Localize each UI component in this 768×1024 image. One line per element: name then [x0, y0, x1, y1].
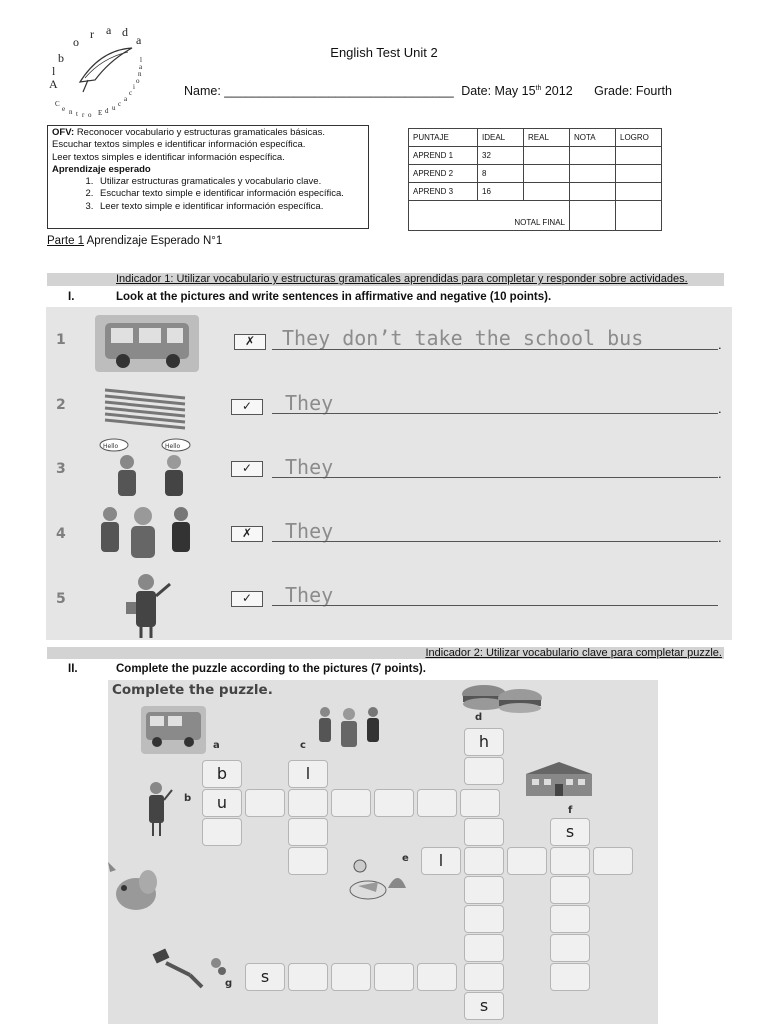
speech-bubble-text: Hello: [165, 443, 181, 450]
name-field[interactable]: Name: _________________________________: [184, 84, 454, 98]
period: .: [718, 401, 722, 416]
puzzle-cell[interactable]: [245, 789, 285, 817]
puzzle-cell[interactable]: [288, 789, 328, 817]
table-header: PUNTAJE: [409, 129, 478, 147]
section-instruction: Look at the pictures and write sentences in affirmative and negative (10 points).: [116, 291, 552, 303]
table-cell[interactable]: [524, 165, 570, 183]
clue-letter-d: d: [475, 712, 483, 723]
table-cell[interactable]: [570, 147, 616, 165]
puzzle-cell[interactable]: [464, 963, 504, 991]
puzzle-cell[interactable]: h: [464, 728, 504, 756]
table-row: [409, 201, 662, 231]
puzzle-cell[interactable]: [593, 847, 633, 875]
section-number: II.: [68, 663, 78, 675]
cross-checkbox[interactable]: ✗: [234, 334, 266, 350]
aprendizaje-list: [52, 176, 364, 213]
svg-text:Alb ora da: Alb or a da: [49, 23, 142, 91]
clue-letter-b: b: [184, 793, 192, 804]
speech-bubble-text: Hello: [103, 443, 119, 450]
item-number: 1: [56, 332, 66, 348]
table-row: [409, 183, 662, 201]
score-table: [408, 128, 662, 231]
puzzle-cell[interactable]: [550, 876, 590, 904]
table-cell[interactable]: [570, 201, 616, 231]
grade-label: Grade: Fourth: [594, 84, 672, 98]
table-header-row: [409, 129, 662, 147]
table-cell: 16: [478, 183, 524, 201]
answer-line[interactable]: [272, 605, 718, 606]
puzzle-cell[interactable]: [460, 789, 500, 817]
puzzle-cell[interactable]: [464, 847, 504, 875]
svg-text:Cen tro Edu: Ce n t r o E d u cac ion al: [55, 56, 143, 119]
clue-letter-e: e: [402, 853, 409, 864]
table-cell: 32: [478, 147, 524, 165]
clue-letter-g: g: [225, 978, 233, 989]
list-item: 3. Leer texto simple e identificar información específica.: [96, 201, 364, 213]
puzzle-cell[interactable]: s: [550, 818, 590, 846]
puzzle-cell[interactable]: [417, 789, 457, 817]
puzzle-cell[interactable]: [288, 818, 328, 846]
ofv-text: Reconocer vocabulario y estructuras gramaticales básicas.: [76, 127, 325, 138]
puzzle-cell[interactable]: l: [421, 847, 461, 875]
bus-picture: [141, 706, 206, 754]
ofv-title: OFV:: [52, 127, 75, 138]
table-cell[interactable]: [524, 147, 570, 165]
tick-checkbox[interactable]: ✓: [231, 591, 263, 607]
section-instruction: Complete the puzzle according to the pictures (7 points).: [116, 663, 426, 675]
puzzle-cell[interactable]: [374, 963, 414, 991]
table-header: REAL: [524, 129, 570, 147]
puzzle-cell[interactable]: [464, 818, 504, 846]
puzzle-cell[interactable]: [331, 963, 371, 991]
puzzle-cell[interactable]: [202, 818, 242, 846]
school-logo: [40, 20, 165, 125]
puzzle-cell[interactable]: [374, 789, 414, 817]
puzzle-cell[interactable]: [331, 789, 371, 817]
list-item: 2. Escuchar texto simple e identificar información específica.: [96, 188, 364, 200]
table-cell[interactable]: [616, 183, 662, 201]
puzzle-cell[interactable]: [464, 934, 504, 962]
period: .: [718, 466, 722, 481]
bus-picture: [95, 315, 199, 372]
student-info-row: [184, 84, 676, 98]
answer-text: They: [285, 391, 334, 415]
hamburger-picture: [460, 682, 546, 714]
puzzle-cell[interactable]: [464, 905, 504, 933]
answer-line[interactable]: [272, 477, 718, 478]
answer-text: They: [285, 519, 334, 543]
indicator-text: Indicador 1: Utilizar vocabulario y estructuras gramaticales aprendidas para completar y responder sobre actividades.: [116, 273, 688, 285]
table-row: [409, 165, 662, 183]
item-number: 2: [56, 397, 66, 413]
table-header: LOGRO: [616, 129, 662, 147]
greeting-picture: [92, 438, 212, 500]
puzzle-cell[interactable]: [550, 934, 590, 962]
ofv-line: Leer textos simples e identificar información específica.: [52, 151, 285, 163]
puzzle-title: Complete the puzzle.: [112, 682, 273, 698]
puzzle-cell[interactable]: [464, 876, 504, 904]
puzzle-cell[interactable]: [507, 847, 547, 875]
date-label: Date: May 15th 2012: [461, 84, 573, 98]
table-cell: APREND 3: [409, 183, 478, 201]
puzzle-cell[interactable]: l: [288, 760, 328, 788]
table-header: IDEAL: [478, 129, 524, 147]
section-number: I.: [68, 291, 75, 303]
test-title: English Test Unit 2: [330, 45, 438, 60]
part-heading: Parte 1 Aprendizaje Esperado N°1: [47, 235, 223, 247]
list-item: 1. Utilizar estructuras gramaticales y vocabulario clave.: [96, 176, 364, 188]
indicator-text: Indicador 2: Utilizar vocabulario clave para completar puzzle.: [425, 647, 722, 659]
woman-picture: [120, 572, 180, 640]
animal-picture: [108, 860, 160, 922]
puzzle-cell[interactable]: s: [464, 992, 504, 1020]
answer-text: They: [285, 583, 334, 607]
table-row: [409, 147, 662, 165]
puzzle-cell[interactable]: [288, 847, 328, 875]
clue-letter-f: f: [568, 805, 573, 816]
clue-letter-a: a: [213, 740, 220, 751]
puzzle-cell[interactable]: [288, 963, 328, 991]
aprendizaje-heading: Aprendizaje esperado: [52, 163, 151, 175]
answer-line[interactable]: [272, 541, 718, 542]
puzzle-cell[interactable]: [550, 963, 590, 991]
table-cell: APREND 2: [409, 165, 478, 183]
puzzle-cell[interactable]: s: [245, 963, 285, 991]
pencils-picture: [100, 380, 192, 432]
table-cell[interactable]: [570, 165, 616, 183]
children-picture: [95, 502, 205, 566]
indicator-bar: [47, 273, 724, 286]
tick-checkbox[interactable]: ✓: [231, 461, 263, 477]
table-cell[interactable]: [616, 201, 662, 231]
puzzle-cell[interactable]: u: [202, 789, 242, 817]
ofv-line: Escuchar textos simples e identificar información específica.: [52, 139, 306, 151]
table-cell[interactable]: [524, 183, 570, 201]
table-cell: 8: [478, 165, 524, 183]
children-picture: [313, 702, 388, 758]
puzzle-cell[interactable]: [550, 847, 590, 875]
indicator-bar: [47, 647, 724, 659]
puzzle-cell[interactable]: [417, 963, 457, 991]
answer-line[interactable]: [272, 413, 718, 414]
table-header: NOTA: [570, 129, 616, 147]
item-number: 3: [56, 461, 66, 477]
final-grade-label: NOTAL FINAL: [409, 201, 570, 231]
tick-checkbox[interactable]: ✓: [231, 399, 263, 415]
answer-text: They: [285, 455, 334, 479]
period: .: [718, 530, 722, 545]
puzzle-cell[interactable]: [464, 757, 504, 785]
lunch-picture: [348, 858, 410, 902]
woman-picture: [140, 780, 174, 838]
ofv-box: [47, 125, 369, 229]
puzzle-cell[interactable]: [550, 905, 590, 933]
answer-line[interactable]: [272, 349, 718, 350]
table-cell[interactable]: [616, 165, 662, 183]
school-building-picture: [518, 760, 598, 800]
crossword-puzzle: [108, 680, 658, 1024]
puzzle-cell[interactable]: b: [202, 760, 242, 788]
answer-text: They don’t take the school bus: [282, 326, 644, 350]
item-number: 4: [56, 526, 66, 542]
table-cell: APREND 1: [409, 147, 478, 165]
clue-letter-c: c: [300, 740, 306, 751]
table-cell[interactable]: [570, 183, 616, 201]
table-cell[interactable]: [616, 147, 662, 165]
period: .: [718, 337, 722, 352]
cross-checkbox[interactable]: ✗: [231, 526, 263, 542]
item-number: 5: [56, 591, 66, 607]
